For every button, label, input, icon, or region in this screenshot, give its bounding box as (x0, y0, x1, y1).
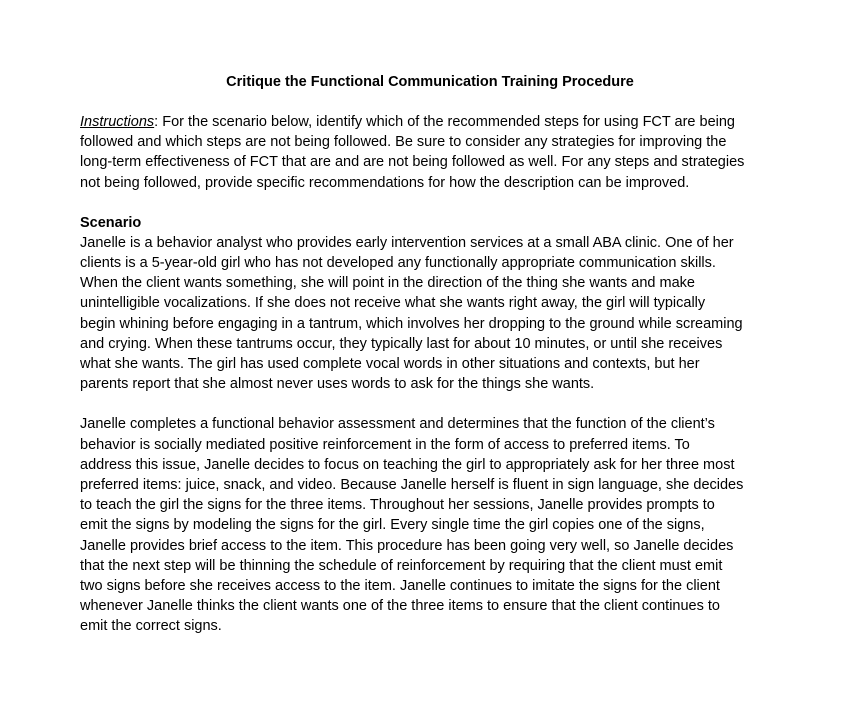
scenario-p2-line: to teach the girl the signs for the three items. Throughout her sessions, Janelle provides prompts to (80, 497, 715, 514)
instructions-line-4: not being followed, provide specific recommendations for how the description can be improved. (80, 174, 690, 191)
scenario-p1-line: what she wants. The girl has used complete vocal words in other situations and contexts, but her (80, 356, 700, 373)
document-page (80, 72, 780, 657)
scenario-p2-line: preferred items: juice, snack, and video. Because Janelle herself is fluent in sign language, she decides (80, 477, 744, 494)
scenario-p1-line: clients is a 5-year-old girl who has not developed any functionally appropriate communication skills. (80, 255, 716, 272)
instructions-line-1 (80, 112, 780, 132)
scenario-p2-line: Janelle provides brief access to the item. This procedure has been going very well, so Janelle decides (80, 537, 734, 554)
instructions-line-2: followed and which steps are not being followed. Be sure to consider any strategies for improving the (80, 134, 727, 151)
scenario-p2-line: address this issue, Janelle decides to focus on teaching the girl to appropriately ask for her three most (80, 456, 735, 473)
scenario-paragraph-1 (80, 233, 780, 395)
scenario-heading: Scenario (80, 214, 142, 231)
instructions-text-1: : For the scenario below, identify which of the recommended steps for using FCT are being (154, 114, 735, 130)
scenario-p1-line: unintelligible vocalizations. If she does not receive what she wants right away, the girl will typically (80, 295, 706, 312)
document-title: Critique the Functional Communication Training Procedure (226, 74, 634, 90)
scenario-p1-line: Janelle is a behavior analyst who provides early intervention services at a small ABA clinic. One of her (80, 234, 734, 251)
scenario-p2-line: whenever Janelle thinks the client wants one of the three items to ensure that the client continues to (80, 598, 720, 615)
scenario-p1-line: begin whining before engaging in a tantrum, which involves her dropping to the ground while screaming (80, 315, 743, 332)
scenario-paragraph-2 (80, 414, 780, 636)
scenario-p1-line: When the client wants something, she will point in the direction of the thing she wants and make (80, 275, 695, 292)
scenario-p1-line: and crying. When these tantrums occur, they typically last for about 10 minutes, or until she receives (80, 335, 723, 352)
instructions-label: Instructions (80, 114, 155, 130)
instructions-line-3: long-term effectiveness of FCT that are and are not being followed as well. For any steps and strategies (80, 154, 745, 171)
instructions-paragraph (80, 112, 780, 193)
scenario-p2-line: emit the correct signs. (80, 618, 222, 635)
scenario-p1-line: parents report that she almost never uses words to ask for the things she wants. (80, 376, 595, 393)
scenario-p2-line: behavior is socially mediated positive reinforcement in the form of access to preferred items. To (80, 436, 690, 453)
scenario-p2-line: two signs before she receives access to the item. Janelle continues to imitate the signs for the client (80, 578, 720, 595)
scenario-p2-line: Janelle completes a functional behavior assessment and determines that the function of the client’s (80, 416, 715, 433)
scenario-p2-line: that the next step will be thinning the schedule of reinforcement by requiring that the client must emit (80, 557, 723, 574)
scenario-p2-line: emit the signs by modeling the signs for the girl. Every single time the girl copies one of the signs, (80, 517, 705, 534)
